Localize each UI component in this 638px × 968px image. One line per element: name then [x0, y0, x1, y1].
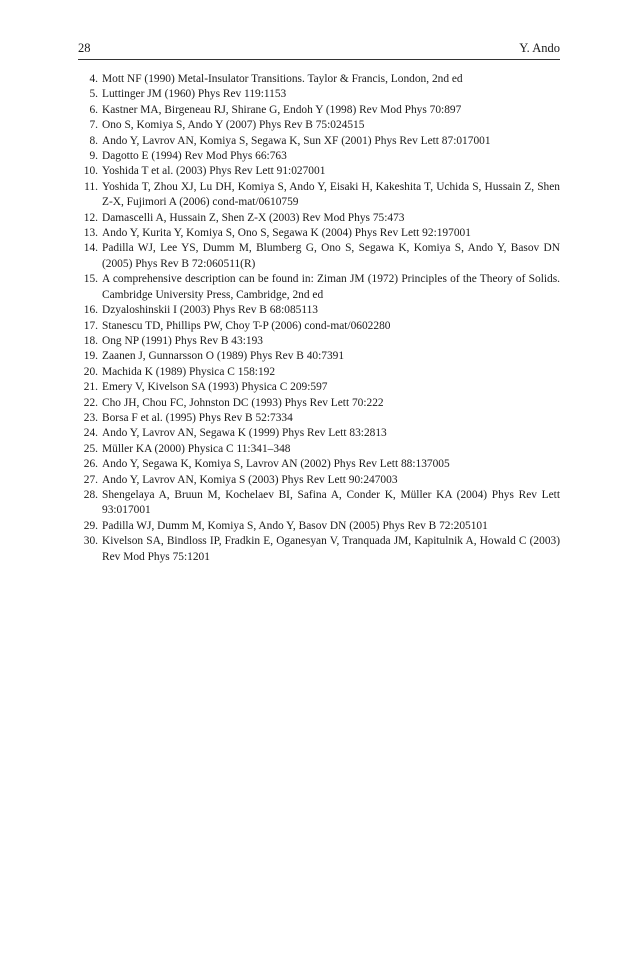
- reference-text: Kastner MA, Birgeneau RJ, Shirane G, Endoh Y (1998) Rev Mod Phys 70:897: [102, 103, 462, 116]
- reference-text: Damascelli A, Hussain Z, Shen Z-X (2003) Rev Mod Phys 75:473: [102, 211, 405, 224]
- page-number: 28: [78, 41, 91, 55]
- reference-item: [78, 303, 560, 318]
- reference-number: 9.: [89, 150, 98, 163]
- reference-number: 14.: [83, 242, 98, 255]
- reference-text: Machida K (1989) Physica C 158:192: [102, 365, 276, 378]
- reference-list: [78, 72, 560, 565]
- reference-item: [78, 457, 560, 472]
- reference-item: [78, 534, 560, 565]
- reference-text: Ando Y, Lavrov AN, Segawa K (1999) Phys Rev Lett 83:2813: [102, 427, 387, 440]
- reference-item: [78, 134, 560, 149]
- reference-text: Yoshida T, Zhou XJ, Lu DH, Komiya S, Ando Y, Eisaki H, Kakeshita T, Uchida S, Hussain Z, Shen Z-X, Fujimori A (2006) cond-mat/0610759: [102, 180, 560, 209]
- reference-number: 10.: [83, 165, 98, 178]
- reference-text: Ando Y, Lavrov AN, Komiya S, Segawa K, Sun XF (2001) Phys Rev Lett 87:017001: [102, 134, 491, 147]
- reference-item: [78, 411, 560, 426]
- reference-item: [78, 164, 560, 179]
- reference-number: 27.: [83, 473, 98, 486]
- reference-text: Luttinger JM (1960) Phys Rev 119:1153: [102, 88, 287, 101]
- reference-text: Ong NP (1991) Phys Rev B 43:193: [102, 334, 263, 347]
- reference-item: [78, 72, 560, 87]
- reference-number: 4.: [89, 73, 98, 85]
- reference-text: Yoshida T et al. (2003) Phys Rev Lett 91:027001: [102, 165, 326, 178]
- reference-item: [78, 241, 560, 272]
- reference-item: [78, 211, 560, 226]
- reference-number: 29.: [83, 519, 98, 532]
- reference-number: 25.: [83, 442, 98, 455]
- reference-number: 23.: [83, 411, 98, 424]
- running-head: [78, 40, 560, 60]
- reference-item: [78, 365, 560, 380]
- reference-text: Padilla WJ, Lee YS, Dumm M, Blumberg G, Ono S, Segawa K, Komiya S, Ando Y, Basov DN (2005) Phys Rev B 72:060511(R): [102, 242, 560, 270]
- reference-text: Borsa F et al. (1995) Phys Rev B 52:7334: [102, 411, 293, 424]
- reference-number: 28.: [83, 488, 98, 501]
- reference-number: 24.: [83, 427, 98, 440]
- reference-number: 13.: [83, 227, 98, 240]
- reference-number: 22.: [83, 396, 98, 409]
- reference-number: 7.: [89, 119, 98, 132]
- reference-number: 21.: [83, 381, 98, 394]
- reference-text: Ando Y, Kurita Y, Komiya S, Ono S, Segawa K (2004) Phys Rev Lett 92:197001: [102, 227, 471, 240]
- reference-text: Müller KA (2000) Physica C 11:341–348: [102, 442, 291, 455]
- reference-text: Ono S, Komiya S, Ando Y (2007) Phys Rev B 75:024515: [102, 119, 365, 132]
- reference-item: [78, 473, 560, 488]
- reference-number: 19.: [83, 350, 98, 363]
- reference-item: [78, 87, 560, 102]
- reference-number: 26.: [83, 458, 98, 471]
- reference-number: 12.: [83, 211, 98, 224]
- reference-item: [78, 149, 560, 164]
- reference-text: Ando Y, Lavrov AN, Komiya S (2003) Phys Rev Lett 90:247003: [102, 473, 398, 486]
- reference-item: [78, 319, 560, 334]
- reference-item: [78, 488, 560, 519]
- reference-number: 11.: [84, 180, 98, 193]
- reference-item: [78, 180, 560, 211]
- reference-text: Padilla WJ, Dumm M, Komiya S, Ando Y, Basov DN (2005) Phys Rev B 72:205101: [102, 519, 488, 532]
- reference-item: [78, 442, 560, 457]
- reference-item: [78, 426, 560, 441]
- reference-number: 16.: [83, 304, 98, 317]
- reference-text: Zaanen J, Gunnarsson O (1989) Phys Rev B 40:7391: [102, 350, 345, 363]
- running-head-author: Y. Ando: [519, 41, 560, 55]
- reference-item: [78, 519, 560, 534]
- reference-text: Cho JH, Chou FC, Johnston DC (1993) Phys Rev Lett 70:222: [102, 396, 384, 409]
- reference-number: 20.: [83, 365, 98, 378]
- reference-number: 6.: [89, 103, 98, 116]
- reference-number: 18.: [83, 334, 98, 347]
- reference-text: Emery V, Kivelson SA (1993) Physica C 209:597: [102, 381, 328, 394]
- reference-number: 17.: [83, 319, 98, 332]
- reference-number: 30.: [83, 535, 98, 548]
- reference-text: Ando Y, Segawa K, Komiya S, Lavrov AN (2002) Phys Rev Lett 88:137005: [102, 458, 450, 471]
- reference-number: 8.: [89, 134, 98, 147]
- reference-item: [78, 380, 560, 395]
- reference-item: [78, 118, 560, 133]
- reference-text: Dzyaloshinskii I (2003) Phys Rev B 68:085113: [102, 304, 318, 317]
- reference-item: [78, 226, 560, 241]
- reference-item: [78, 334, 560, 349]
- reference-item: [78, 103, 560, 118]
- reference-number: 15.: [83, 273, 98, 286]
- reference-item: [78, 272, 560, 303]
- reference-text: Mott NF (1990) Metal-Insulator Transitions. Taylor & Francis, London, 2nd ed: [102, 73, 463, 85]
- reference-text: A comprehensive description can be found in: Ziman JM (1972) Principles of the Theory of Solids. Cambridge University Press, Cambridge, 2nd ed: [102, 273, 560, 301]
- reference-text: Kivelson SA, Bindloss IP, Fradkin E, Oganesyan V, Tranquada JM, Kapitulnik A, Howald C (2003) Rev Mod Phys 75:1201: [102, 535, 560, 563]
- reference-item: [78, 396, 560, 411]
- reference-number: 5.: [89, 88, 98, 101]
- reference-item: [78, 349, 560, 364]
- reference-text: Shengelaya A, Bruun M, Kochelaev BI, Safina A, Conder K, Müller KA (2004) Phys Rev Lett 93:017001: [102, 488, 560, 517]
- reference-text: Dagotto E (1994) Rev Mod Phys 66:763: [102, 150, 287, 163]
- page: [78, 40, 560, 565]
- reference-text: Stanescu TD, Phillips PW, Choy T-P (2006) cond-mat/0602280: [102, 319, 391, 332]
